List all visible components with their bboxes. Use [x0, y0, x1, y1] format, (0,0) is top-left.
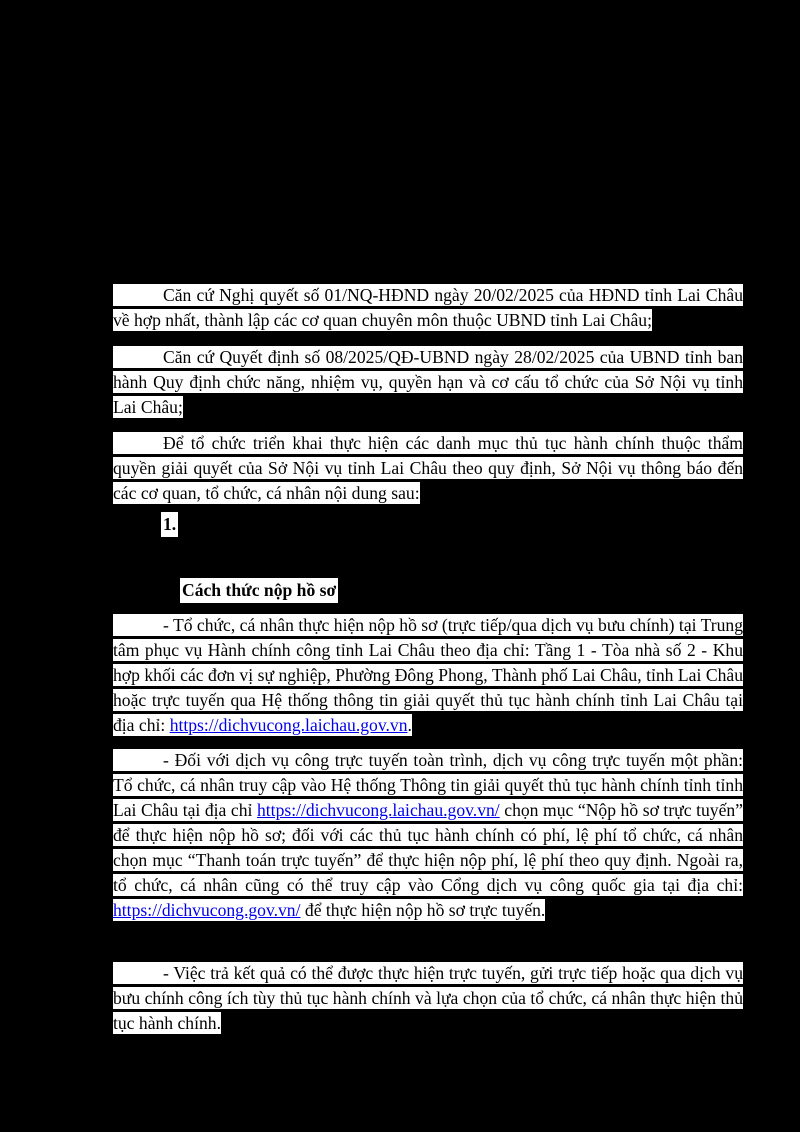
provincial-portal-link[interactable]: https://dichvucong.laichau.gov.vn/ — [257, 800, 500, 820]
paragraph-result-delivery — [113, 961, 743, 1036]
paragraph-submission-method — [113, 613, 743, 738]
paragraph-text: - Tổ chức, cá nhân thực hiện nộp hồ sơ (trực tiếp/qua dịch vụ bưu chính) tại Trung tâm phục vụ Hành chính công tỉnh Lai Châu theo địa chỉ: Tầng 1 - Tòa nhà số 2 - Khu hợp khối các đơn vị sự nghiệp, Phường Đông Phong, Thành phố Lai Châu, tỉnh Lai Châu hoặc trực tuyến qua Hệ thống thông tin giải quyết thủ tục hành chính tỉnh Lai Châu tại địa chỉ: — [113, 615, 743, 735]
paragraph-text: - Đối với dịch vụ công trực tuyến toàn trình, dịch vụ công trực tuyến một phần: Tổ chức, cá nhân truy cập vào Hệ thống Thông tin giải quyết thủ tục hành chính tỉnh tỉnh Lai Châu tại địa chỉ — [113, 750, 743, 820]
section-heading: Cách thức nộp hồ sơ — [180, 578, 338, 603]
portal-link[interactable]: https://dichvucong.laichau.gov.vn — [169, 715, 408, 735]
paragraph-online-service — [113, 748, 743, 923]
paragraph-text-end: để thực hiện nộp hồ sơ trực tuyến. — [300, 900, 546, 920]
paragraph-text: - Việc trả kết quả có thể được thực hiện trực tuyến, gửi trực tiếp hoặc qua dịch vụ bưu chính công ích tùy thủ tục hành chính và lựa chọn của tổ chức, cá nhân thực hiện thủ tục hành chính. — [113, 963, 743, 1033]
paragraph-text: Căn cứ Nghị quyết số 01/NQ-HĐND ngày 20/02/2025 của HĐND tỉnh Lai Châu về hợp nhất, thành lập các cơ quan chuyên môn thuộc UBND tỉnh Lai Châu; — [113, 285, 743, 330]
paragraph-legal-basis-1 — [113, 283, 743, 333]
paragraph-legal-basis-2 — [113, 345, 743, 420]
section-number: 1. — [161, 512, 178, 537]
paragraph-text-middle: chọn mục “Nộp hồ sơ trực tuyến” để thực hiện nộp hồ sơ; đối với các thủ tục hành chính có phí, lệ phí tổ chức, cá nhân chọn mục “Thanh toán trực tuyến” để thực hiện nộp phí, lệ phí theo quy định. Ngoài ra, tổ chức, cá nhân cũng có thể truy cập vào Cổng dịch vụ công quốc gia tại địa chỉ: — [113, 800, 743, 895]
national-portal-link[interactable]: https://dichvucong.gov.vn/ — [113, 900, 301, 920]
paragraph-announcement — [113, 431, 743, 506]
paragraph-text: Để tổ chức triển khai thực hiện các danh mục thủ tục hành chính thuộc thẩm quyền giải quyết của Sở Nội vụ tỉnh Lai Châu theo quy định, Sở Nội vụ thông báo đến các cơ quan, tổ chức, cá nhân nội dung sau: — [113, 433, 743, 503]
paragraph-text: Căn cứ Quyết định số 08/2025/QĐ-UBND ngày 28/02/2025 của UBND tỉnh ban hành Quy định chức năng, nhiệm vụ, quyền hạn và cơ cấu tổ chức của Sở Nội vụ tỉnh Lai Châu; — [113, 347, 743, 417]
paragraph-text-end: . — [407, 715, 412, 735]
